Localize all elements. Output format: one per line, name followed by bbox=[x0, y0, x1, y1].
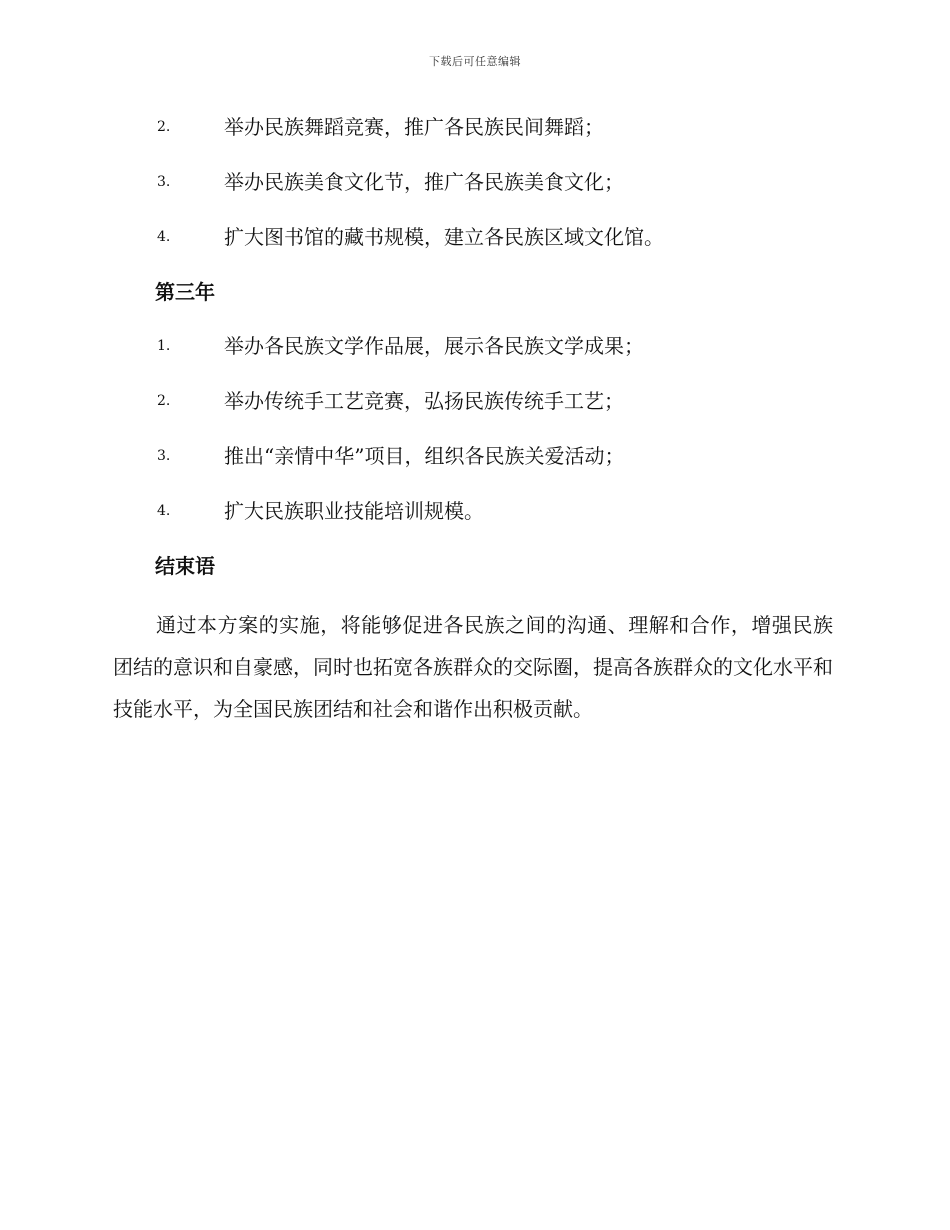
list-number: 2. bbox=[157, 393, 171, 409]
list-text: 举办传统手工艺竞赛，弘扬民族传统手工艺； bbox=[224, 389, 624, 413]
section-heading-conclusion: 结束语 bbox=[155, 554, 215, 578]
list-number: 4. bbox=[157, 229, 171, 245]
section-heading-year-three: 第三年 bbox=[155, 280, 215, 304]
list-text: 举办各民族文学作品展，展示各民族文学成果； bbox=[224, 334, 644, 358]
list-text: 举办民族美食文化节，推广各民族美食文化； bbox=[224, 170, 624, 194]
list-number: 4. bbox=[157, 503, 171, 519]
list-text: 举办民族舞蹈竞赛，推广各民族民间舞蹈； bbox=[224, 115, 604, 139]
list-number: 3. bbox=[157, 448, 171, 464]
list-text: 扩大图书馆的藏书规模，建立各民族区域文化馆。 bbox=[224, 225, 664, 249]
header-note: 下载后可任意编辑 bbox=[429, 55, 521, 68]
conclusion-paragraph: 通过本方案的实施，将能够促进各民族之间的沟通、理解和合作，增强民族团结的意识和自豪感，同时也拓宽各族群众的交际圈，提高各族群众的文化水平和技能水平，为全国民族团结和社会和谐作出积极贡献。 bbox=[113, 613, 833, 721]
list-text: 推出“亲情中华”项目，组织各民族关爱活动； bbox=[224, 444, 625, 468]
list-number: 1. bbox=[157, 338, 171, 354]
list-text: 扩大民族职业技能培训规模。 bbox=[224, 499, 484, 523]
list-number: 3. bbox=[157, 174, 171, 190]
list-number: 2. bbox=[157, 119, 171, 135]
